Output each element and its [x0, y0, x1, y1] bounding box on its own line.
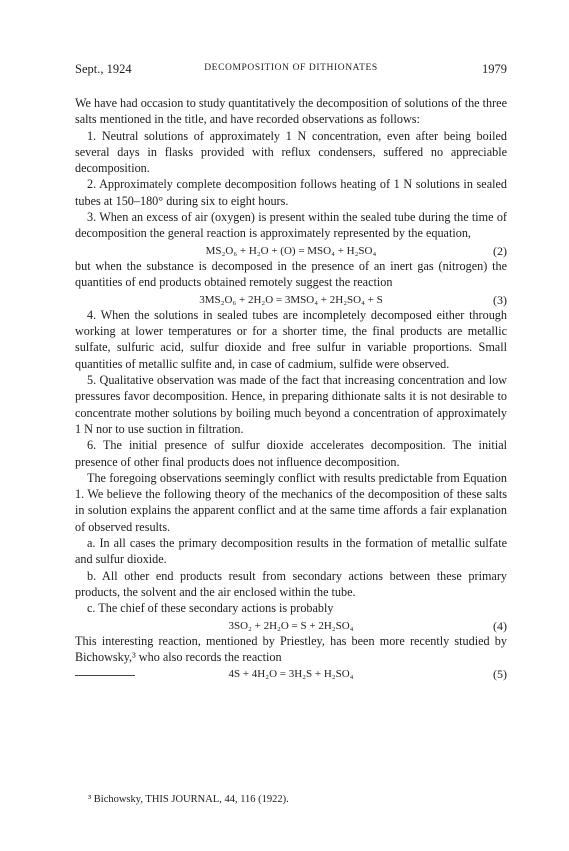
equation-expression: 3MS₂O₆ + 2H₂O = 3MSO₄ + 2H₂SO₄ + S	[199, 293, 383, 306]
observation-2: 2. Approximately complete decomposition follows heating of 1 N solutions in sealed tubes at 150–180° during six to eight hours.	[75, 177, 507, 208]
footnote: ³ Bichowsky, THIS JOURNAL, 44, 116 (1922).	[88, 794, 289, 805]
observation-5: 5. Qualitative observation was made of the fact that increasing concentration and low pressures favor decomposition. Hence, in preparing dithionate salts it is not desirable to concentrate mother solutions by boiling much beyond a concentration of approximately 1 N nor to use suction in filtration.	[75, 373, 507, 436]
equation-3	[75, 291, 507, 307]
observation-3: 3. When an excess of air (oxygen) is present within the sealed tube during the time of decomposition the general reaction is approximately represented by the equation,	[75, 210, 507, 241]
equation-number: (2)	[493, 243, 507, 258]
theory-point-c: c. The chief of these secondary actions is probably	[87, 601, 334, 616]
equation-expression: 3SO₂ + 2H₂O = S + 2H₂SO₄	[228, 619, 354, 632]
observation-6: 6. The initial presence of sulfur dioxide accelerates decomposition. The initial presence of other final products does not influence decomposition.	[75, 438, 507, 469]
page-number: 1979	[482, 62, 507, 76]
equation-4	[75, 617, 507, 633]
theory-point-b: b. All other end products result from secondary actions between these primary products, the solvent and the air enclosed within the tube.	[75, 568, 507, 599]
observation-4: 4. When the solutions in sealed tubes are incompletely decomposed either through working at lower temperatures or for a shorter time, the final products are metallic sulfate, sulfuric acid, sulfur dioxide and free sulfur in variable proportions. Small quantities of metallic sulfite and, in case of cadmium, sulfide were observed.	[75, 307, 507, 371]
issue-date: Sept., 1924	[75, 62, 132, 76]
equation-number: (5)	[493, 667, 507, 682]
observation-1: 1. Neutral solutions of approximately 1 N concentration, even after being boiled several days in flasks provided with reflux condensers, suffered no appreciable decomposition.	[75, 128, 507, 176]
equation-number: (4)	[493, 618, 507, 633]
page-header	[75, 62, 507, 80]
equation-expression: MS₂O₆ + H₂O + (O) = MSO₄ + H₂SO₄	[205, 244, 377, 257]
equation-expression: 4S + 4H₂O = 3H₂S + H₂SO₄	[228, 668, 354, 681]
running-title: DECOMPOSITION OF DITHIONATES	[204, 63, 378, 73]
theory-paragraph: The foregoing observations seemingly conflict with results predictable from Equation 1. We believe the following theory of the mechanics of the decomposition of these salts in solution explains the apparent conflict and at the same time affords a fair explanation of observed results.	[75, 470, 507, 534]
equation-2	[75, 242, 507, 258]
bichowsky-paragraph: This interesting reaction, mentioned by Priestley, has been more recently studied by Bichowsky,³ who also records the reaction	[75, 633, 507, 665]
intro-paragraph: We have had occasion to study quantitatively the decomposition of solutions of the three salts mentioned in the title, and have recorded observations as follows:	[75, 96, 507, 127]
article-body	[75, 95, 507, 682]
observation-3-continued: but when the substance is decomposed in the presence of an inert gas (nitrogen) the quantities of end products obtained remotely suggest the reaction	[75, 258, 507, 290]
equation-5	[75, 665, 507, 681]
equation-number: (3)	[493, 292, 507, 307]
theory-point-a: a. In all cases the primary decomposition results in the formation of metallic sulfate and sulfur dioxide.	[75, 536, 507, 567]
